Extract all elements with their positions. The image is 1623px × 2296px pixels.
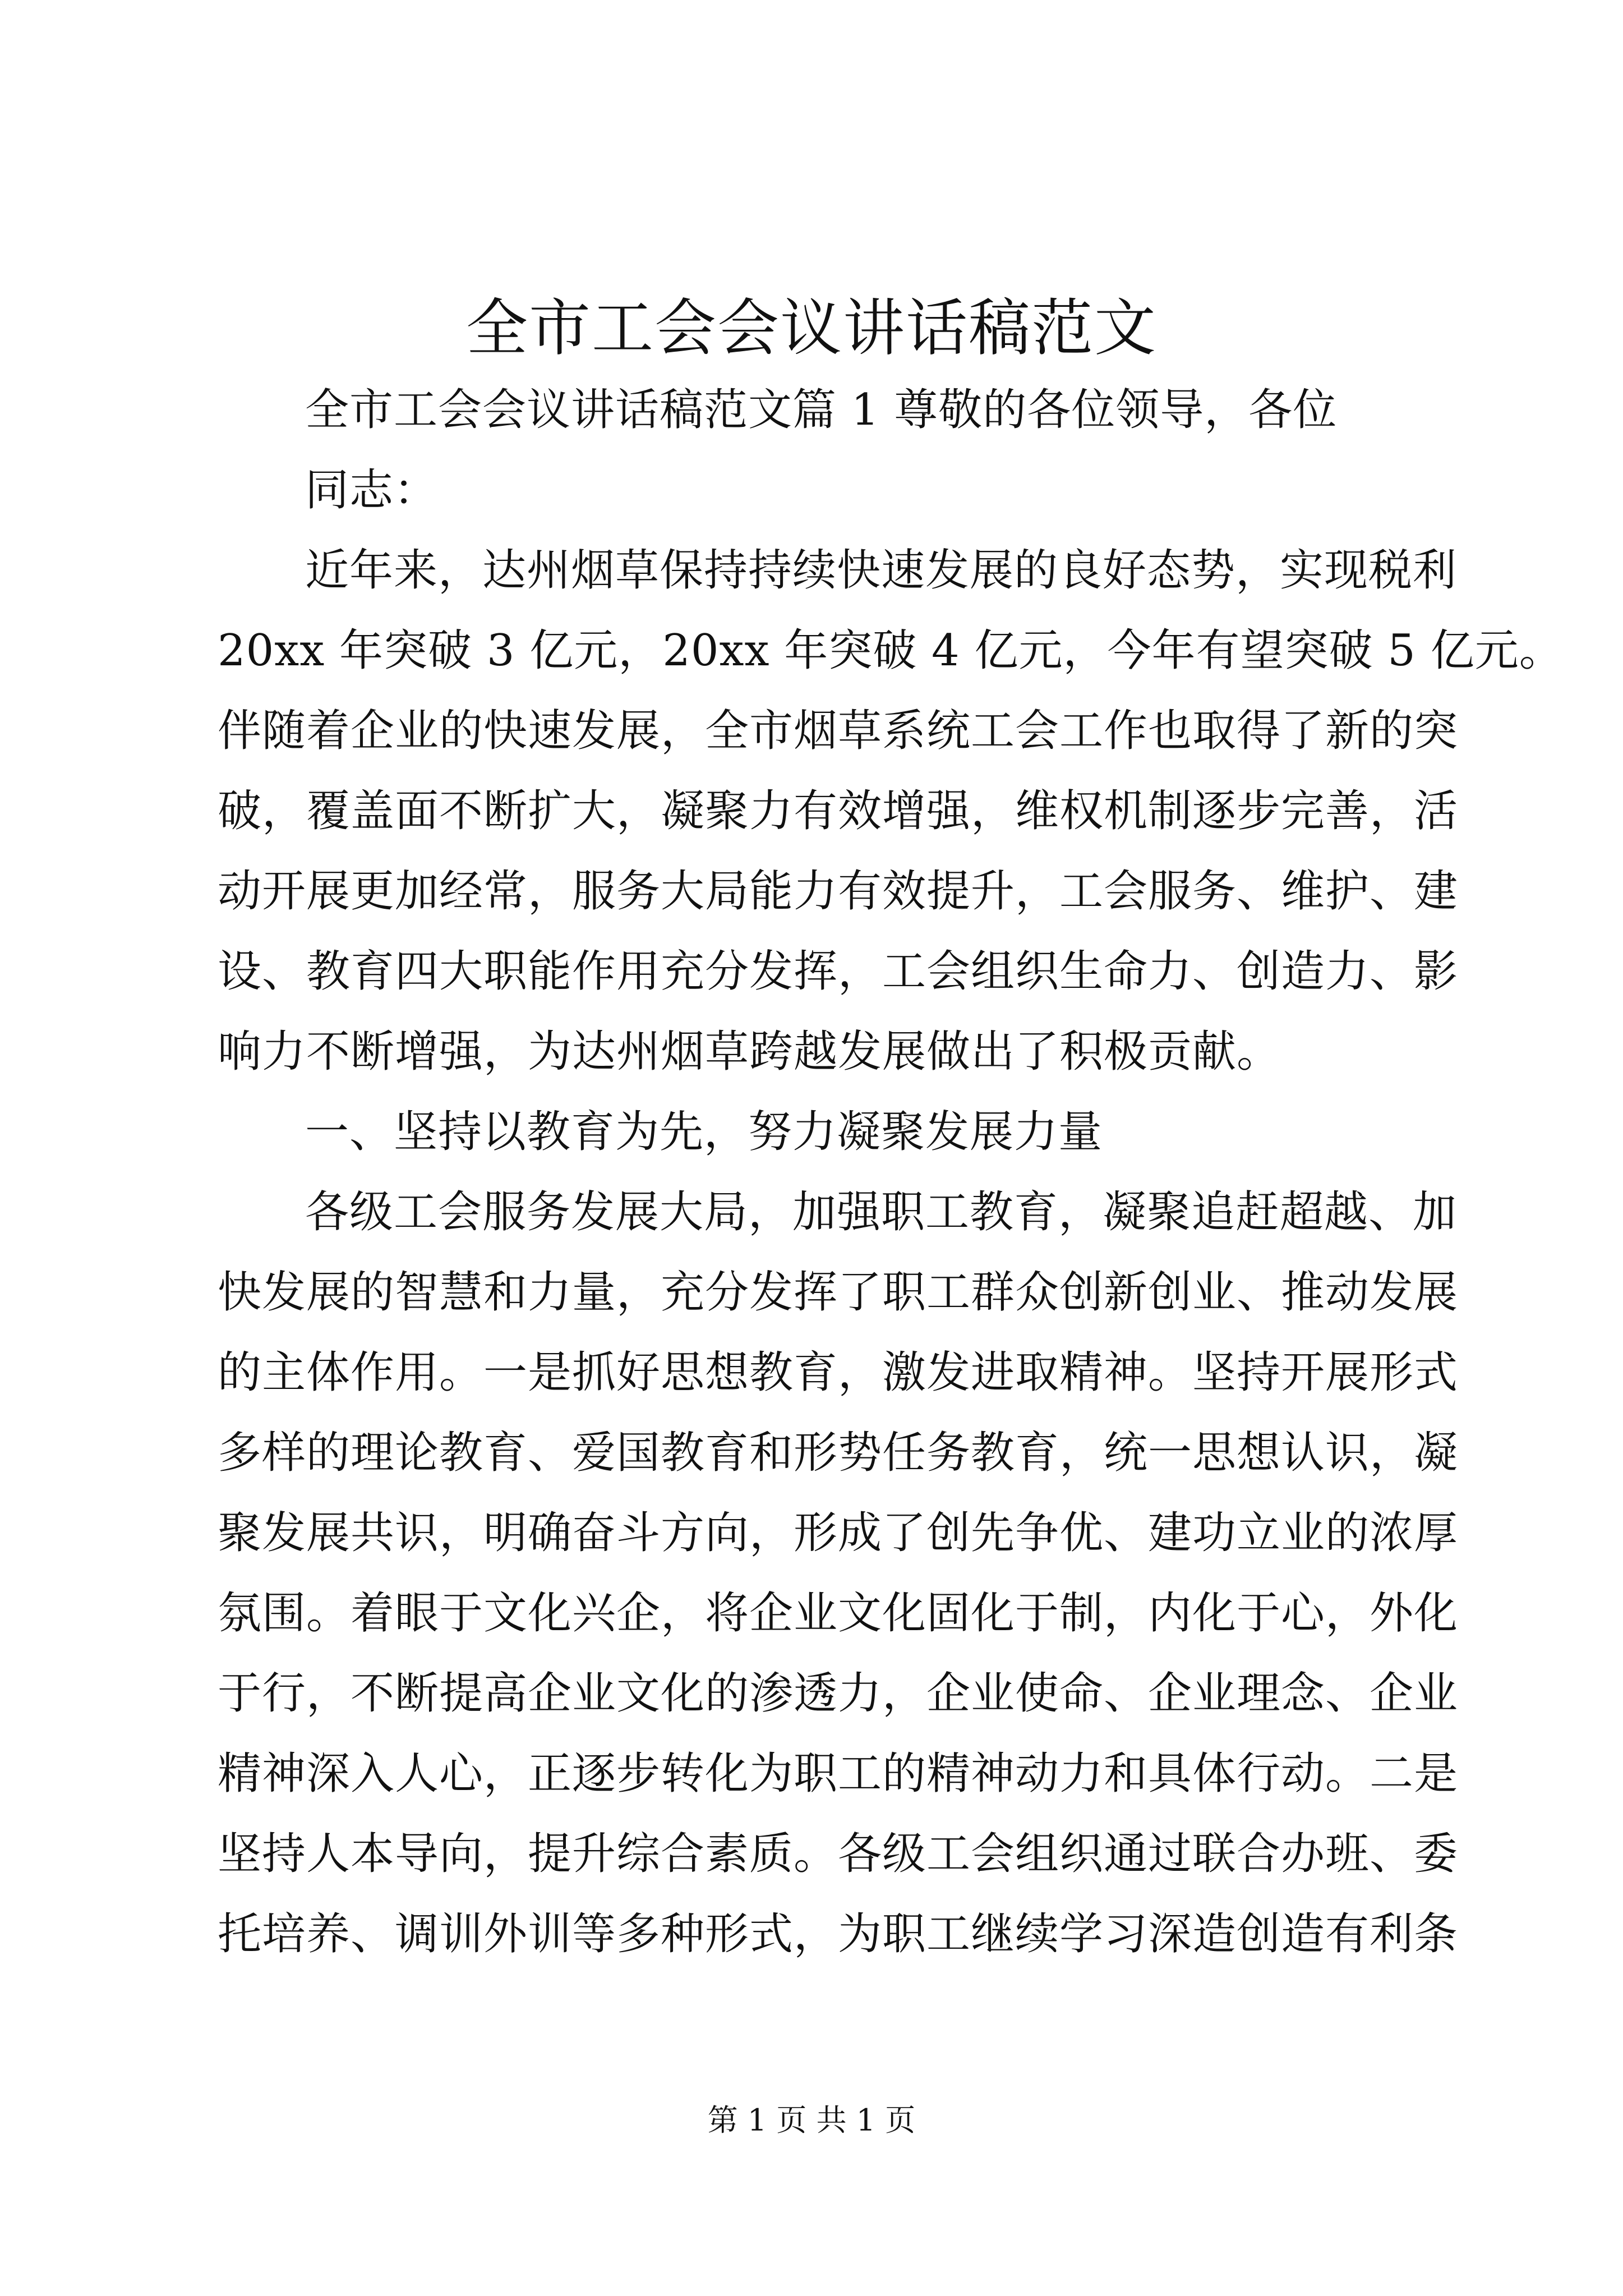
body-line: 各级工会服务发展大局，加强职工教育，凝聚追赶超越、加	[305, 1187, 1458, 1237]
body-line: 全市工会会议讲话稿范文篇 1 尊敬的各位领导，各位	[305, 385, 1338, 435]
body-line: 精神深入人心，正逐步转化为职工的精神动力和具体行动。二是	[218, 1749, 1459, 1799]
body-line: 坚持人本导向，提升综合素质。各级工会组织通过联合办班、委	[218, 1829, 1459, 1879]
page-footer: 第 1 页 共 1 页	[707, 2102, 916, 2138]
body-line: 多样的理论教育、爱国教育和形势任务教育，统一思想认识，凝	[218, 1428, 1459, 1478]
body-line: 托培养、调训外训等多种形式，为职工继续学习深造创造有利条	[218, 1909, 1459, 1959]
body-line: 响力不断增强，为达州烟草跨越发展做出了积极贡献。	[218, 1027, 1281, 1077]
body-line: 氛围。着眼于文化兴企，将企业文化固化于制，内化于心，外化	[218, 1588, 1459, 1639]
document-body	[218, 370, 1564, 1975]
body-line: 伴随着企业的快速发展，全市烟草系统工会工作也取得了新的突	[218, 706, 1459, 756]
body-line: 动开展更加经常，服务大局能力有效提升，工会服务、维护、建	[218, 866, 1459, 917]
body-line: 破，覆盖面不断扩大，凝聚力有效增强，维权机制逐步完善，活	[218, 786, 1459, 836]
body-line: 的主体作用。一是抓好思想教育，激发进取精神。坚持开展形式	[218, 1347, 1459, 1398]
body-line: 快发展的智慧和力量，充分发挥了职工群众创新创业、推动发展	[218, 1267, 1459, 1318]
section-heading: 一、坚持以教育为先，努力凝聚发展力量	[305, 1107, 1103, 1157]
body-line: 聚发展共识，明确奋斗方向，形成了创先争优、建功立业的浓厚	[218, 1508, 1459, 1558]
body-line: 20xx 年突破 3 亿元，20xx 年突破 4 亿元，今年有望突破 5 亿元。	[218, 625, 1564, 676]
body-line: 同志：	[305, 465, 439, 516]
body-line: 近年来，达州烟草保持持续快速发展的良好态势，实现税利	[305, 545, 1458, 596]
document-title: 全市工会会议讲话稿范文	[466, 292, 1157, 364]
body-line: 于行，不断提高企业文化的渗透力，企业使命、企业理念、企业	[218, 1668, 1459, 1719]
body-line: 设、教育四大职能作用充分发挥，工会组织生命力、创造力、影	[218, 946, 1459, 997]
